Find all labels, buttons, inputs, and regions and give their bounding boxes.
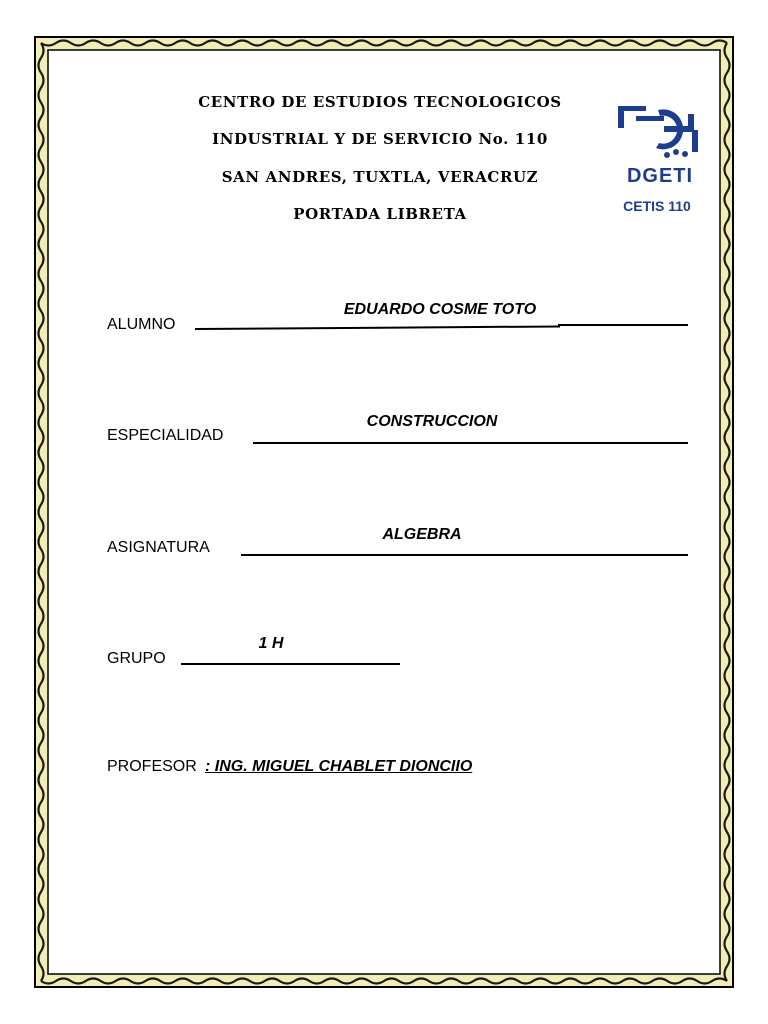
- document-title: PORTADA LIBRETA: [293, 205, 467, 223]
- especialidad-value: CONSTRUCCION: [366, 413, 498, 430]
- logo-name: DGETI: [626, 165, 694, 187]
- grupo-underline: [181, 663, 400, 665]
- especialidad-label: ESPECIALIDAD: [107, 427, 224, 444]
- school-location: SAN ANDRES, TUXTLA, VERACRUZ: [221, 168, 539, 186]
- profesor-label: PROFESOR: [107, 758, 197, 775]
- asignatura-label: ASIGNATURA: [107, 539, 210, 556]
- alumno-underline-end: [558, 324, 688, 326]
- dgeti-emblem-icon: [606, 100, 710, 170]
- school-name-line-2: INDUSTRIAL Y DE SERVICIO No. 110: [212, 130, 548, 148]
- logo-subtitle: CETIS 110: [623, 198, 691, 214]
- grupo-label: GRUPO: [107, 650, 166, 667]
- especialidad-underline: [253, 442, 688, 444]
- asignatura-value: ALGEBRA: [382, 526, 462, 543]
- grupo-value: 1 H: [258, 635, 284, 652]
- alumno-value: EDUARDO COSME TOTO: [343, 301, 537, 318]
- profesor-value: : ING. MIGUEL CHABLET DIONCIIO: [205, 758, 473, 775]
- school-name-line-1: CENTRO DE ESTUDIOS TECNOLOGICOS: [198, 93, 562, 111]
- asignatura-underline: [241, 554, 688, 556]
- alumno-label: ALUMNO: [107, 316, 176, 333]
